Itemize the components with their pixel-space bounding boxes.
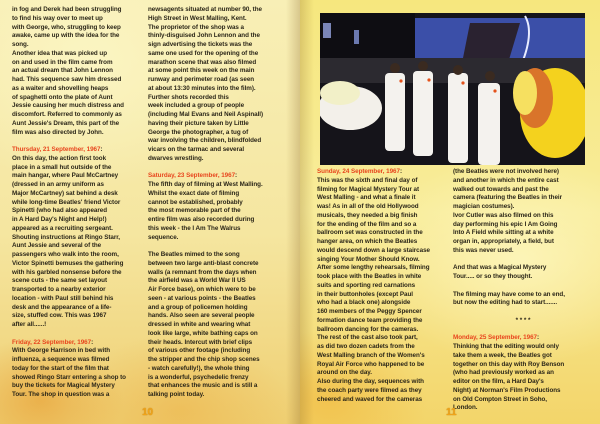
text-line: Major McCartney) sat behind a desk [12, 189, 118, 197]
text-line: same one used for the opening of the [148, 49, 259, 57]
date-text: Saturday, 23 September, 1967 [148, 172, 236, 180]
text-line: for the ending of the film and so a [317, 220, 417, 228]
date-text: Thursday, 21 September, 1967 [12, 146, 101, 153]
text-line: On this day, the action first took [12, 154, 107, 162]
text-line: Jessie causing her much distress and [12, 102, 124, 110]
text-line: the stripper and the chip shop scenes [148, 356, 260, 363]
text-line: but now the editing had to start....... [453, 299, 558, 307]
text-line: buy the tickets for Magical Mystery [12, 382, 115, 390]
text-line: Shouting instructions at Ringo Starr, [12, 233, 120, 241]
paragraph-spacer [12, 330, 140, 339]
text-line: and another in which the entire cast [453, 176, 559, 184]
date-heading [12, 339, 140, 348]
text-line: as a waiter and shovelling heaps [12, 84, 109, 92]
text-line: The rest of the cast also took part, [317, 334, 418, 342]
text-line: With George Harrison in bed with [12, 347, 111, 355]
paragraph-spacer [148, 242, 292, 251]
text-line: as did two dozen cadets from the [317, 343, 415, 350]
text-line: Into A Field while sitting at a white [453, 229, 554, 237]
text-line: together on this day with Roy Benson [453, 360, 565, 368]
text-line: Tour..... or so they thought. [453, 273, 533, 280]
text-line: vicars on the tarmac and several [148, 146, 245, 153]
text-line: had. This sequence saw him dressed [12, 76, 122, 83]
paragraph-spacer [12, 137, 140, 146]
text-line: influenza, a sequence was filmed [12, 356, 110, 363]
text-line: appeared as a recruiting sergeant. [12, 224, 113, 232]
text-line: talking point today. [148, 391, 205, 398]
text-line: This was the sixth and final day of [317, 176, 418, 184]
text-line: runway and perimeter road (as seen [148, 76, 255, 83]
text-line: would descend down a large staircase [317, 246, 430, 254]
text-line: awake, came up with the idea for the [12, 32, 120, 40]
text-line: Another idea that was picked up [12, 49, 108, 57]
text-line: transported to a nearby exterior [12, 286, 106, 293]
text-line: Aunt Jessie and several of the [12, 242, 102, 250]
text-line: And that was a Magical Mystery [453, 264, 547, 272]
date-colon: : [235, 172, 238, 180]
text-line: sign advertising the tickets was the [148, 41, 253, 48]
text-line: The filming may have come to an end, [453, 290, 565, 298]
text-line: Also during the day, sequences with [317, 378, 424, 385]
text-line: entire film was also recorded during [148, 216, 255, 223]
text-line: ballroom set was constructed in the [317, 229, 423, 237]
text-line: walked out towards and past the [453, 185, 549, 193]
date-text: Monday, 25 September, 1967 [453, 334, 537, 342]
text-line: suits and sporting red carnations [317, 281, 416, 289]
text-line: film was also directed by John. [12, 128, 104, 136]
text-line: formation dance team providing the [317, 316, 423, 324]
right-page [300, 0, 600, 424]
text-line: take them a week, the Beatles got [453, 351, 552, 359]
text-line: thinly-disguised John Lennon and the [148, 32, 260, 40]
text-line: organ in, appropriately, a field, but [453, 238, 554, 245]
text-line: while long-time Beatles' friend Victor [12, 198, 121, 206]
text-line: Spinetti (who had also appeared [12, 207, 108, 215]
text-line: singing Your Mother Should Know. [317, 255, 420, 263]
text-line: Royal Air Force who happened to be [317, 360, 425, 368]
text-line: The fifth day of filming at West Malling. [148, 181, 263, 188]
date-text: Sunday, 24 September, 1967 [317, 168, 400, 175]
text-line: to find his way over to meet up [12, 14, 103, 22]
date-heading [148, 172, 292, 181]
paragraph-spacer [453, 282, 593, 291]
text-line: High Street in West Malling, Kent. [148, 14, 247, 22]
text-line: ballroom dancing for the cameras. [317, 325, 419, 333]
text-line: scene cuts - the same set layout [12, 277, 107, 285]
date-colon: : [91, 338, 94, 346]
text-line: (the Beatles were not involved here) [453, 168, 559, 175]
text-line: cheered and waved for the cameras [317, 395, 423, 403]
text-line: that enhances the music and is still a [148, 382, 258, 390]
text-line: and a group of policemen holding [148, 303, 248, 311]
text-line: week included a group of people [148, 102, 245, 110]
text-line: Victor Spinetti bemuses the gathering [12, 259, 124, 267]
text-line: The proprietor of the shop was a [148, 23, 245, 31]
text-line: at about 13:30 minutes into the film). [148, 84, 256, 92]
text-line: (who had previously worked as an [453, 369, 554, 377]
date-heading [453, 334, 593, 343]
text-line: this was never used. [453, 246, 514, 254]
paragraph-spacer [453, 326, 593, 335]
right-column-1 [317, 168, 447, 404]
text-line: on Old Compton Street in Soho, [453, 395, 547, 403]
text-line: their heads. Intercut with brief clips [148, 338, 253, 346]
text-line: showed Ringo Starr entering a shop to [12, 373, 126, 381]
text-line: London. [453, 404, 478, 412]
left-column-2 [148, 6, 292, 400]
text-line: in A Hard Day's Night and Help!) [12, 216, 107, 223]
text-line: dwarves wrestling. [148, 154, 204, 162]
date-heading [12, 146, 140, 155]
text-line: having their picture taken by Little [148, 119, 249, 127]
text-line: Whilst the exact date of filming [148, 189, 240, 197]
text-line: 160 members of the Peggy Spencer [317, 308, 422, 315]
text-line: newsagents situated at number 90, the [148, 6, 262, 13]
text-line: after all......! [12, 321, 47, 328]
right-column-2 [453, 168, 593, 413]
text-line: main hangar, where Paul McCartney [12, 172, 119, 180]
page-number: 10 [142, 407, 154, 418]
text-line: cannot be established, probably [148, 198, 243, 206]
text-line: is a wonderful, psychedelic frenzy [148, 373, 249, 381]
date-colon: : [536, 334, 540, 342]
text-line: place in a small hut outside of the [12, 163, 112, 171]
text-line: with his garbled nonsense before the [12, 268, 122, 276]
text-line: discomfort. Referred to commonly as [12, 111, 122, 118]
text-line: musicals, they needed a big finish [317, 211, 418, 219]
text-line: West Malling - and what a finale it [317, 194, 416, 202]
text-line: Night) at Norman's Film Productions [453, 386, 561, 394]
text-line: sequence. [148, 233, 179, 241]
text-line: dressed in white and wearing what [148, 321, 251, 328]
page-number: 11 [446, 407, 457, 418]
text-line: size, stuffed cow. This was 1967 [12, 312, 107, 320]
text-line: the coach party were filmed as they [317, 386, 422, 394]
text-line: magician costumes). [453, 203, 515, 210]
text-line: around on the day. [317, 369, 372, 377]
text-line: on and used in the film came from [12, 58, 113, 66]
text-line: with George, who, struggling to keep [12, 23, 121, 31]
ballroom-photo [320, 13, 585, 165]
text-line: George the photographer, a tug of [148, 128, 249, 136]
text-line: editor on the film, a Hard Day's [453, 378, 544, 385]
text-line: camera (featuring the Beatles in their [453, 194, 563, 202]
text-line: (dressed in an army uniform as [12, 181, 104, 188]
text-line: war involving the children, blindfolded [148, 137, 262, 145]
text-line: who had a black one) alongside [317, 299, 411, 307]
text-line: seen - at various points - the Beatles [148, 294, 256, 302]
text-line: today for the start of the film that [12, 364, 109, 372]
text-line: Thinking that the editing would only [453, 343, 559, 350]
date-text: Friday, 22 September, 1967 [12, 338, 92, 346]
section-separator: * * * * [515, 316, 531, 324]
date-colon: : [399, 168, 402, 175]
text-line: look like large, white bathing caps on [148, 329, 258, 337]
text-line: West Malling branch of the Women's [317, 351, 425, 359]
text-line: took place with the Beatles in white [317, 273, 422, 280]
text-line: passengers who walk into the room, [12, 251, 119, 258]
text-line: hands. Also seen are several people [148, 312, 255, 320]
text-line: Ivor Cutler was also filmed on this [453, 211, 554, 219]
text-line: filming for Magical Mystery Tour at [317, 185, 420, 193]
text-line: Further shots recorded this [148, 93, 229, 101]
text-line: desk and the appearance of a life- [12, 303, 112, 311]
text-line: at some point this week on the main [148, 67, 255, 75]
date-heading [317, 168, 447, 177]
paragraph-spacer [453, 308, 593, 317]
text-line: After some lengthy rehearsals, filming [317, 264, 430, 272]
text-line: was! As in all of the old Hollywood [317, 203, 419, 210]
text-line: the most memorable part of the [148, 207, 241, 215]
text-line: - watch carefully!), the whole thing [148, 364, 250, 372]
text-line: between two large anti-blast concrete [148, 259, 259, 267]
text-line: an actual dream that John Lennon [12, 67, 113, 75]
left-column-1 [12, 6, 140, 400]
text-line: marathon scene that was also filmed [148, 58, 257, 66]
text-line: the airfield was a World War II US [148, 277, 246, 285]
paragraph-spacer [148, 164, 292, 173]
text-line: Aunt Jessie's Dream, this part of the [12, 119, 120, 127]
date-colon: : [100, 146, 103, 153]
text-line: of spaghetti onto the plate of Aunt [12, 93, 113, 101]
text-line: hanger area, on which the Beatles [317, 238, 418, 245]
text-line: The Beatles mimed to the song [148, 251, 240, 258]
text-line: in their buttonholes (except Paul [317, 290, 413, 298]
text-line: this week - the I Am The Walrus [148, 224, 241, 232]
text-line: walls (a remnant from the days when [148, 268, 257, 276]
text-line: song. [12, 41, 29, 48]
text-line: Tour. The shop in question was a [12, 391, 110, 398]
text-line: (including Mal Evans and Neil Aspinall) [148, 111, 264, 118]
paragraph-spacer [453, 256, 593, 265]
text-line: Air Force base), on which were to be [148, 286, 256, 293]
text-line: day performing his epic I Am Going [453, 220, 558, 228]
text-line: in fog and Derek had been struggling [12, 6, 122, 13]
text-line: of various other footage (including [148, 347, 251, 355]
text-line: location - with Paul still behind his [12, 294, 114, 302]
